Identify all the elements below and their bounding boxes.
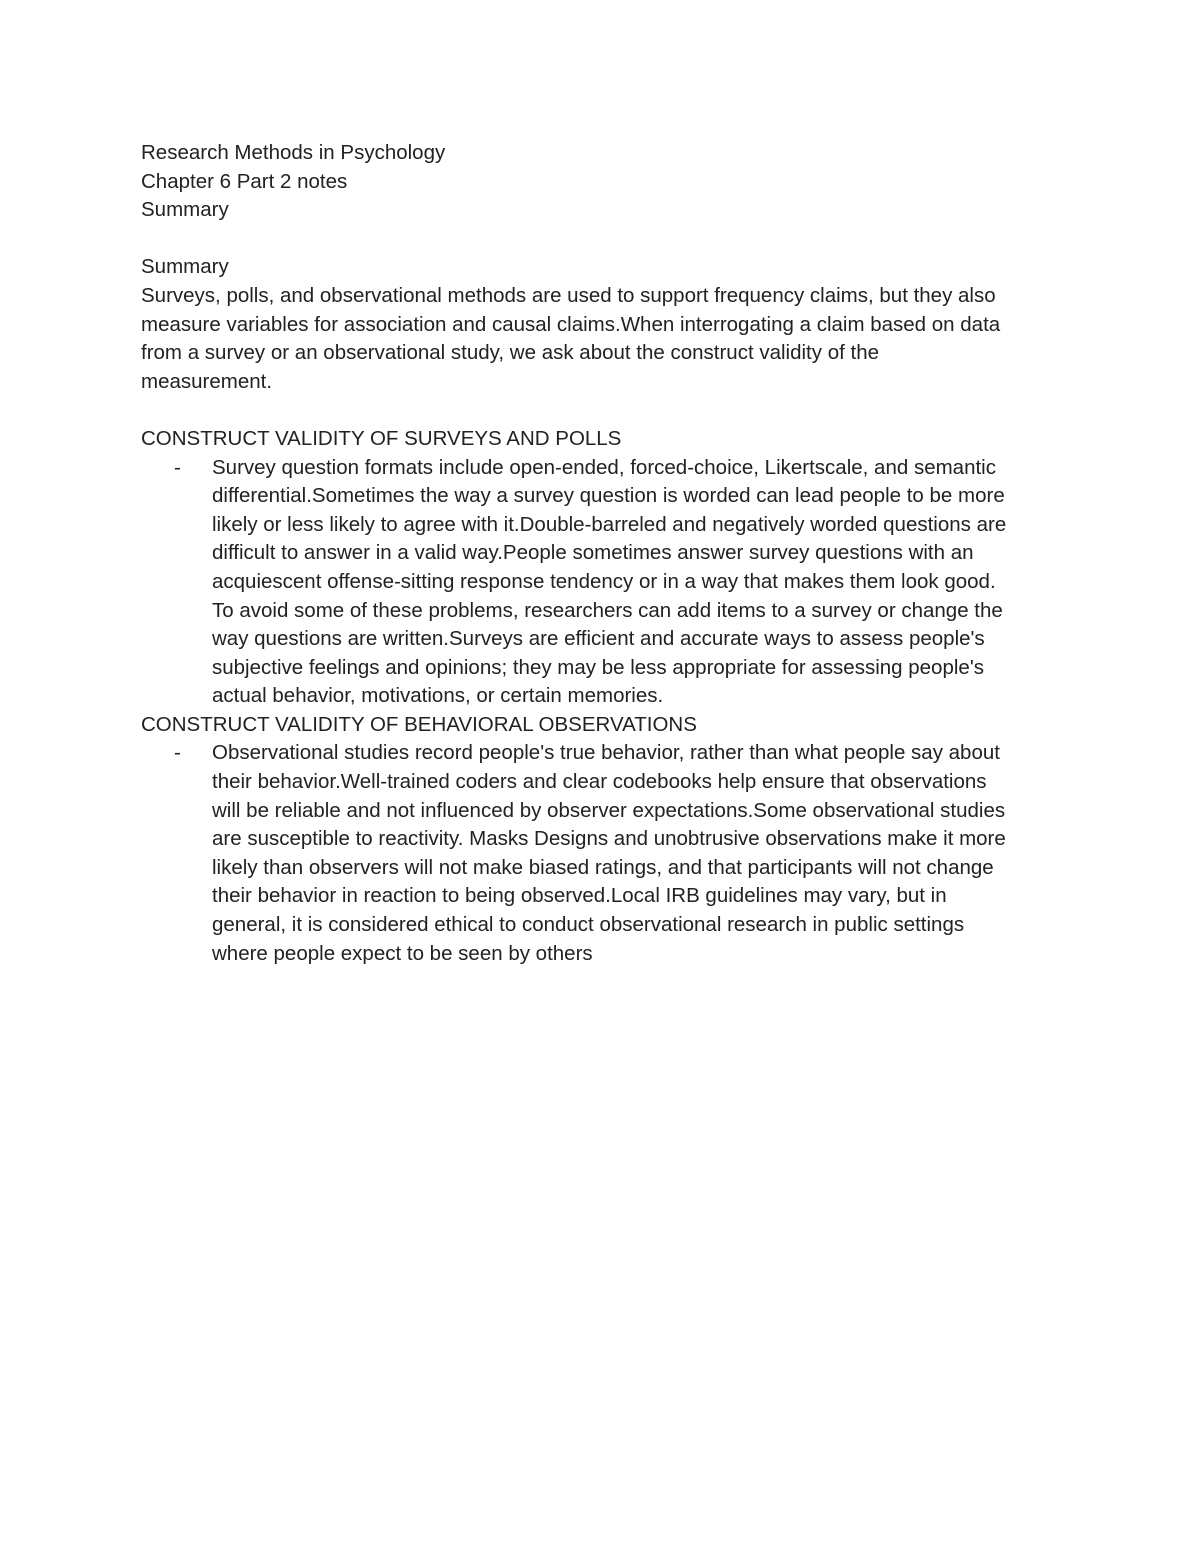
- document-label: Summary: [141, 198, 229, 222]
- bullet-line: their behavior.Well-trained coders and clear codebooks help ensure that observations: [212, 770, 987, 794]
- bullet-line: differential.Sometimes the way a survey question is worded can lead people to be more: [212, 484, 1005, 508]
- dash-bullet-icon: -: [174, 741, 181, 765]
- dash-bullet-icon: -: [174, 455, 181, 479]
- blank-line: [141, 396, 1061, 425]
- bullet-line: Observational studies record people's true behavior, rather than what people say about: [212, 741, 1000, 765]
- bullet-line: acquiescent offense-sitting response tendency or in a way that makes them look good.: [212, 569, 996, 593]
- summary-line: measurement.: [141, 369, 273, 393]
- summary-line: measure variables for association and causal claims.When interrogating a claim based on data: [141, 312, 1001, 336]
- bullet-line: will be reliable and not influenced by observer expectations.Some observational studies: [212, 798, 1006, 822]
- section-heading-observations: CONSTRUCT VALIDITY OF BEHAVIORAL OBSERVATIONS: [141, 712, 697, 736]
- bullet-line: way questions are written.Surveys are efficient and accurate ways to assess people's: [212, 627, 985, 651]
- bullet-line: likely or less likely to agree with it.Double-barreled and negatively worded questions are: [212, 512, 1007, 536]
- bullet-text: [212, 454, 1057, 711]
- document-subtitle: Chapter 6 Part 2 notes: [141, 169, 348, 193]
- bullet-line: are susceptible to reactivity. Masks Designs and unobtrusive observations make it more: [212, 827, 1006, 851]
- document-title: Research Methods in Psychology: [141, 141, 446, 164]
- summary-heading: Summary: [141, 255, 229, 279]
- bullet-line: subjective feelings and opinions; they may be less appropriate for assessing people's: [212, 655, 984, 679]
- summary-line: from a survey or an observational study, we ask about the construct validity of the: [141, 341, 879, 365]
- bullet-line: actual behavior, motivations, or certain memories.: [212, 684, 664, 708]
- blank-line: [141, 225, 1061, 254]
- bullet-text: [212, 739, 1057, 968]
- bullet-line: Survey question formats include open-ended, forced-choice, Likertscale, and semantic: [212, 455, 996, 479]
- summary-line: Surveys, polls, and observational methods are used to support frequency claims, but they also: [141, 283, 996, 307]
- bullet-item-observations: [141, 739, 1061, 968]
- bullet-item-surveys: [141, 454, 1061, 711]
- bullet-line: difficult to answer in a valid way.People sometimes answer survey questions with an: [212, 541, 974, 565]
- bullet-line: general, it is considered ethical to conduct observational research in public settings: [212, 913, 965, 937]
- section-heading-surveys: CONSTRUCT VALIDITY OF SURVEYS AND POLLS: [141, 426, 622, 450]
- bullet-line: To avoid some of these problems, researchers can add items to a survey or change the: [212, 598, 1003, 622]
- bullet-line: where people expect to be seen by others: [212, 941, 593, 965]
- summary-paragraph: [141, 282, 1061, 396]
- document-content: [141, 139, 1061, 968]
- bullet-line: their behavior in reaction to being observed.Local IRB guidelines may vary, but in: [212, 884, 947, 908]
- bullet-line: likely than observers will not make biased ratings, and that participants will not change: [212, 855, 994, 879]
